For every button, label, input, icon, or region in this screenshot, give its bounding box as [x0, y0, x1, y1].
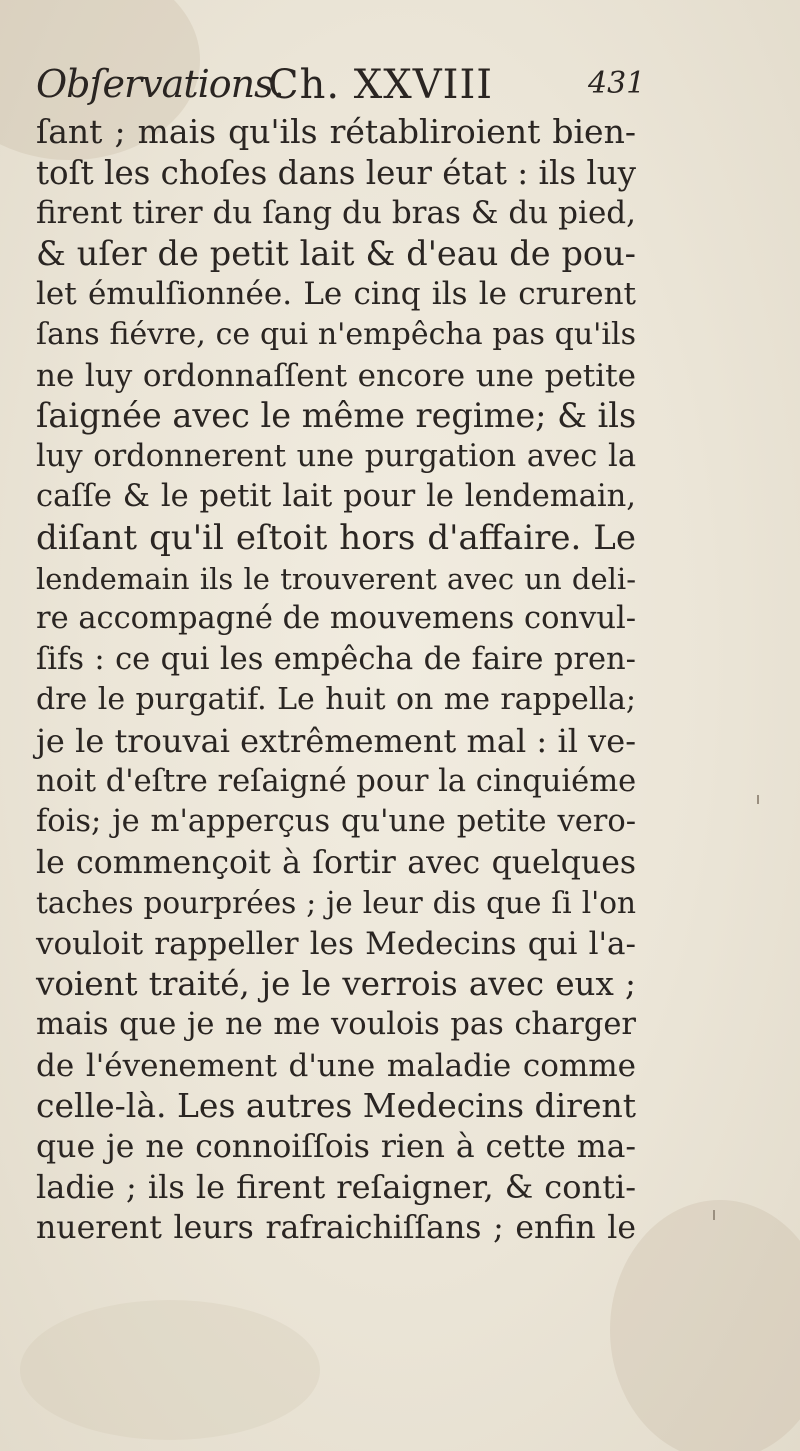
text-line: caſſe & le petit lait pour le lendemain,	[36, 479, 636, 515]
text-line: voient traité, je le verrois avec eux ;	[36, 965, 636, 1004]
margin-mark	[757, 795, 759, 804]
text-line: let émulſionnée. Le cinq ils le crurent	[36, 276, 636, 313]
text-line: mais que je ne me voulois pas charger	[36, 1007, 636, 1043]
text-line: ladie ; ils le firent reſaigner, & conti-	[36, 1168, 636, 1207]
text-line: le commençoit à ſortir avec quelques	[36, 844, 636, 881]
text-line: fois; je m'apperçus qu'une petite vero-	[36, 804, 636, 840]
text-line: lendemain ils le trouverent avec un deli-	[36, 561, 636, 596]
body-text	[36, 112, 636, 1249]
text-line: ne luy ordonnaſſent encore une petite	[36, 357, 636, 394]
paper-stain	[610, 1200, 800, 1451]
text-line: dre le purgatif. Le huit on me rappella;	[36, 682, 636, 718]
text-line: ſant ; mais qu'ils rétabliroient bien-	[36, 112, 636, 151]
text-line: vouloit rappeller les Medecins qui l'a-	[36, 925, 636, 962]
text-line: ſifs : ce qui les empêcha de faire pren-	[36, 641, 636, 677]
text-line: que je ne connoiſſois rien à cette ma-	[36, 1128, 636, 1165]
chapter-label: Ch. XXVIII	[268, 62, 494, 108]
text-line: luy ordonnerent une purgation avec la	[36, 438, 636, 474]
text-line: ſans fiévre, ce qui n'empêcha pas qu'ils	[36, 316, 636, 352]
text-line: & uſer de petit lait & d'eau de pou-	[36, 233, 636, 273]
text-line: taches pourprées ; je leur dis que ſi l'on	[36, 886, 636, 921]
text-line: diſant qu'il eſtoit hors d'affaire. Le	[36, 517, 636, 558]
text-line: je le trouvai extrêmement mal : il ve-	[36, 721, 636, 760]
page-number: 431	[588, 66, 646, 101]
header-title: Obſervations.	[36, 62, 284, 106]
text-line: nuerent leurs rafraichiſſans ; enfin le	[36, 1210, 636, 1247]
text-line: firent tirer du ſang du bras & du pied,	[36, 195, 636, 232]
running-header	[36, 62, 796, 112]
text-line: celle-là. Les autres Medecins dirent	[36, 1086, 636, 1126]
paper-stain	[20, 1300, 320, 1440]
margin-mark	[713, 1210, 715, 1220]
text-line: noit d'eſtre reſaigné pour la cinquiéme	[36, 763, 637, 799]
text-line: ſaignée avec le même regime; & ils	[36, 396, 637, 436]
text-line: re accompagné de mouvemens convul-	[36, 601, 637, 637]
text-line: de l'évenement d'une maladie comme	[36, 1047, 636, 1084]
text-line: toſt les choſes dans leur état : ils luy	[36, 153, 637, 192]
